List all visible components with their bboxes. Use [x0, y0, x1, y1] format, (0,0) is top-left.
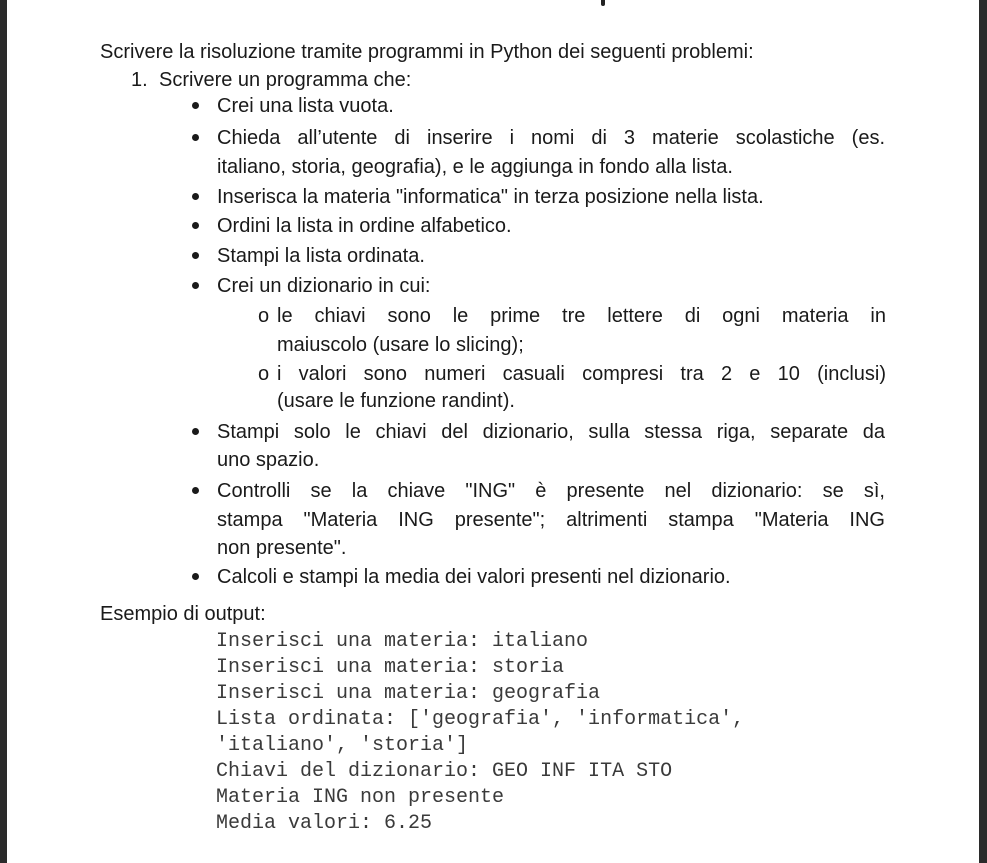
sub-bullet-marker: o — [258, 363, 270, 385]
example-heading: Esempio di output: — [100, 603, 266, 625]
bullet-dot — [192, 222, 199, 229]
bullet-dot — [192, 102, 199, 109]
bullet-item-continuation: non presente". — [217, 537, 347, 559]
bullet-item: Inserisca la materia "informatica" in terza posizione nella lista. — [217, 186, 764, 208]
document-page — [7, 0, 979, 863]
right-dark-border — [979, 0, 987, 863]
bullet-item: Chieda all’utente di inserire i nomi di 3 materie scolastiche (es. — [217, 127, 885, 149]
code-output-line: Lista ordinata: ['geografia', 'informatica', — [216, 708, 745, 731]
item-1-title: Scrivere un programma che: — [159, 69, 412, 91]
bullet-item-continuation: stampa "Materia ING presente"; altrimenti stampa "Materia ING — [217, 509, 885, 531]
code-output-line: Inserisci una materia: storia — [216, 656, 565, 679]
cropped-top-mark — [601, 0, 605, 6]
bullet-dot — [192, 193, 199, 200]
sub-bullet-item: i valori sono numeri casuali compresi tra 2 e 10 (inclusi) — [277, 363, 886, 385]
bullet-dot — [192, 487, 199, 494]
left-dark-border — [0, 0, 7, 863]
code-output-line: Chiavi del dizionario: GEO INF ITA STO — [216, 760, 673, 783]
code-output-line: Media valori: 6.25 — [216, 812, 433, 835]
bullet-item: Stampi solo le chiavi del dizionario, sulla stessa riga, separate da — [217, 421, 885, 443]
intro-text: Scrivere la risoluzione tramite programmi in Python dei seguenti problemi: — [100, 41, 754, 63]
bullet-dot — [192, 134, 199, 141]
code-output-line: Materia ING non presente — [216, 786, 505, 809]
bullet-item: Calcoli e stampi la media dei valori presenti nel dizionario. — [217, 566, 731, 588]
code-output-line: Inserisci una materia: geografia — [216, 682, 601, 705]
bullet-item: Controlli se la chiave "ING" è presente nel dizionario: se sì, — [217, 480, 885, 502]
bullet-item: Stampi la lista ordinata. — [217, 245, 425, 267]
bullet-dot — [192, 252, 199, 259]
code-output-line: Inserisci una materia: italiano — [216, 630, 589, 653]
bullet-item: Ordini la lista in ordine alfabetico. — [217, 215, 512, 237]
bullet-item-continuation: uno spazio. — [217, 449, 320, 471]
bullet-item: Crei una lista vuota. — [217, 95, 394, 117]
list-number-1: 1. — [131, 69, 148, 91]
sub-bullet-continuation: maiuscolo (usare lo slicing); — [277, 334, 524, 356]
bullet-item-continuation: italiano, storia, geografia), e le aggiunga in fondo alla lista. — [217, 156, 733, 178]
sub-bullet-marker: o — [258, 305, 270, 327]
sub-bullet-item: le chiavi sono le prime tre lettere di ogni materia in — [277, 305, 886, 327]
bullet-dot — [192, 282, 199, 289]
code-output-line: 'italiano', 'storia'] — [216, 734, 469, 757]
bullet-item: Crei un dizionario in cui: — [217, 275, 431, 297]
sub-bullet-continuation: (usare le funzione randint). — [277, 390, 515, 412]
bullet-dot — [192, 573, 199, 580]
bullet-dot — [192, 428, 199, 435]
